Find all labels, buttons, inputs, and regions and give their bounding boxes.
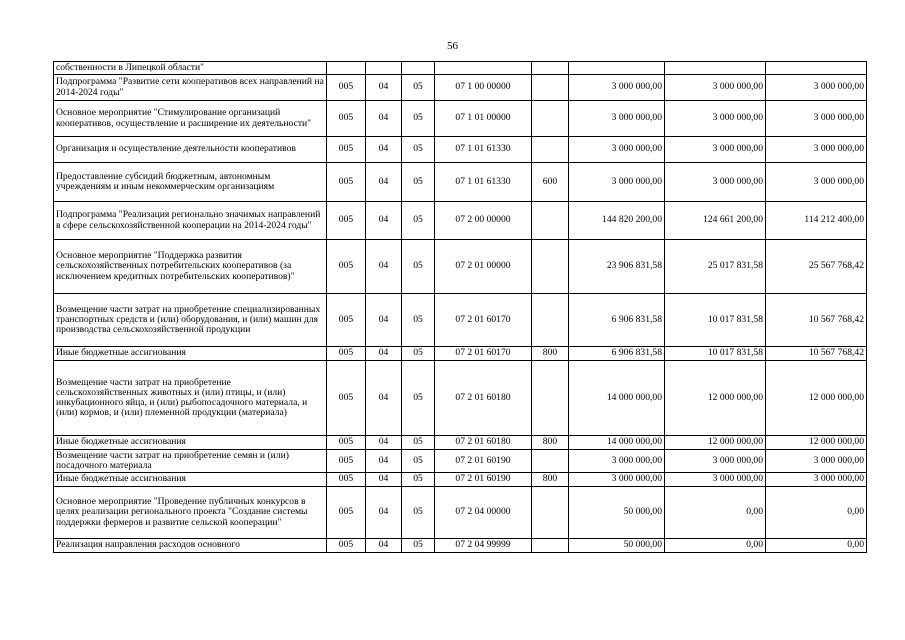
subsection-cell: 05 bbox=[402, 294, 435, 347]
expense-type-cell bbox=[532, 101, 569, 137]
section-cell: 04 bbox=[366, 240, 402, 294]
row-name-cell: Возмещение части затрат на приобретение семян и (или) посадочного материала bbox=[54, 450, 327, 473]
amount-year2-cell: 124 661 200,00 bbox=[665, 202, 766, 240]
amount-year2-cell: 12 000 000,00 bbox=[665, 436, 766, 450]
row-name-cell: Иные бюджетные ассигнования bbox=[54, 436, 327, 450]
expense-type-cell bbox=[532, 240, 569, 294]
section-cell: 04 bbox=[366, 163, 402, 202]
row-name-cell: собственности в Липецкой области" bbox=[54, 62, 327, 75]
section-cell: 04 bbox=[366, 539, 402, 553]
table-row bbox=[54, 101, 867, 137]
table-row bbox=[54, 487, 867, 539]
amount-year1-cell: 3 000 000,00 bbox=[569, 137, 665, 163]
target-article-cell: 07 2 01 60180 bbox=[435, 436, 532, 450]
admin-code-cell: 005 bbox=[327, 473, 366, 487]
section-cell: 04 bbox=[366, 202, 402, 240]
subsection-cell: 05 bbox=[402, 137, 435, 163]
admin-code-cell: 005 bbox=[327, 450, 366, 473]
amount-year3-cell: 10 567 768,42 bbox=[766, 294, 867, 347]
subsection-cell: 05 bbox=[402, 101, 435, 137]
amount-year2-cell: 3 000 000,00 bbox=[665, 450, 766, 473]
amount-year3-cell: 114 212 400,00 bbox=[766, 202, 867, 240]
amount-year1-cell: 3 000 000,00 bbox=[569, 163, 665, 202]
expense-type-cell bbox=[532, 75, 569, 101]
row-name-cell: Основное мероприятие "Поддержка развития сельскохозяйственных потребительских кооперативов (за исключением кредитных потребительских кооперативов)" bbox=[54, 240, 327, 294]
table-row bbox=[54, 75, 867, 101]
admin-code-cell: 005 bbox=[327, 361, 366, 436]
table-row bbox=[54, 62, 867, 75]
amount-year2-cell: 10 017 831,58 bbox=[665, 294, 766, 347]
admin-code-cell: 005 bbox=[327, 539, 366, 553]
row-name-cell: Иные бюджетные ассигнования bbox=[54, 347, 327, 361]
table-row bbox=[54, 436, 867, 450]
section-cell: 04 bbox=[366, 473, 402, 487]
amount-year1-cell: 50 000,00 bbox=[569, 539, 665, 553]
subsection-cell: 05 bbox=[402, 75, 435, 101]
expense-type-cell bbox=[532, 487, 569, 539]
amount-year3-cell: 12 000 000,00 bbox=[766, 436, 867, 450]
amount-year1-cell: 23 906 831,58 bbox=[569, 240, 665, 294]
target-article-cell: 07 2 01 60180 bbox=[435, 361, 532, 436]
target-article-cell: 07 2 01 60170 bbox=[435, 347, 532, 361]
amount-year2-cell: 0,00 bbox=[665, 487, 766, 539]
amount-year2-cell: 3 000 000,00 bbox=[665, 163, 766, 202]
admin-code-cell: 005 bbox=[327, 487, 366, 539]
section-cell: 04 bbox=[366, 361, 402, 436]
target-article-cell bbox=[435, 62, 532, 75]
admin-code-cell: 005 bbox=[327, 163, 366, 202]
admin-code-cell: 005 bbox=[327, 347, 366, 361]
subsection-cell: 05 bbox=[402, 361, 435, 436]
target-article-cell: 07 2 01 60190 bbox=[435, 450, 532, 473]
row-name-cell: Иные бюджетные ассигнования bbox=[54, 473, 327, 487]
row-name-cell: Основное мероприятие "Стимулирование организаций кооперативов, осуществление и расширение их деятельности" bbox=[54, 101, 327, 137]
amount-year2-cell: 3 000 000,00 bbox=[665, 75, 766, 101]
amount-year3-cell: 12 000 000,00 bbox=[766, 361, 867, 436]
subsection-cell: 05 bbox=[402, 539, 435, 553]
section-cell: 04 bbox=[366, 436, 402, 450]
page-number: 56 bbox=[447, 40, 458, 52]
target-article-cell: 07 1 01 00000 bbox=[435, 101, 532, 137]
row-name-cell: Подпрограмма "Развитие сети кооперативов всех направлений на 2014-2024 годы" bbox=[54, 75, 327, 101]
admin-code-cell: 005 bbox=[327, 240, 366, 294]
amount-year1-cell: 3 000 000,00 bbox=[569, 473, 665, 487]
expense-type-cell bbox=[532, 294, 569, 347]
admin-code-cell: 005 bbox=[327, 294, 366, 347]
amount-year3-cell: 3 000 000,00 bbox=[766, 75, 867, 101]
target-article-cell: 07 2 01 60190 bbox=[435, 473, 532, 487]
amount-year3-cell: 3 000 000,00 bbox=[766, 137, 867, 163]
section-cell: 04 bbox=[366, 347, 402, 361]
amount-year2-cell: 0,00 bbox=[665, 539, 766, 553]
amount-year1-cell: 14 000 000,00 bbox=[569, 436, 665, 450]
amount-year3-cell: 3 000 000,00 bbox=[766, 473, 867, 487]
expense-type-cell bbox=[532, 361, 569, 436]
section-cell: 04 bbox=[366, 137, 402, 163]
amount-year1-cell: 6 906 831,58 bbox=[569, 294, 665, 347]
table-row bbox=[54, 361, 867, 436]
expense-type-cell bbox=[532, 137, 569, 163]
amount-year3-cell: 25 567 768,42 bbox=[766, 240, 867, 294]
target-article-cell: 07 2 00 00000 bbox=[435, 202, 532, 240]
admin-code-cell: 005 bbox=[327, 202, 366, 240]
table-body bbox=[54, 62, 867, 553]
target-article-cell: 07 2 01 00000 bbox=[435, 240, 532, 294]
table-row bbox=[54, 240, 867, 294]
section-cell: 04 bbox=[366, 450, 402, 473]
table-row bbox=[54, 137, 867, 163]
amount-year2-cell: 12 000 000,00 bbox=[665, 361, 766, 436]
expense-type-cell: 800 bbox=[532, 473, 569, 487]
target-article-cell: 07 2 01 60170 bbox=[435, 294, 532, 347]
amount-year1-cell: 3 000 000,00 bbox=[569, 101, 665, 137]
table-row bbox=[54, 163, 867, 202]
amount-year1-cell bbox=[569, 62, 665, 75]
row-name-cell: Организация и осуществление деятельности кооперативов bbox=[54, 137, 327, 163]
subsection-cell: 05 bbox=[402, 487, 435, 539]
section-cell: 04 bbox=[366, 101, 402, 137]
subsection-cell: 05 bbox=[402, 436, 435, 450]
admin-code-cell: 005 bbox=[327, 75, 366, 101]
amount-year3-cell: 0,00 bbox=[766, 539, 867, 553]
amount-year2-cell: 3 000 000,00 bbox=[665, 137, 766, 163]
expense-type-cell bbox=[532, 450, 569, 473]
amount-year1-cell: 3 000 000,00 bbox=[569, 75, 665, 101]
section-cell: 04 bbox=[366, 75, 402, 101]
amount-year1-cell: 3 000 000,00 bbox=[569, 450, 665, 473]
expense-type-cell: 600 bbox=[532, 163, 569, 202]
row-name-cell: Предоставление субсидий бюджетным, автономным учреждениям и иным некоммерческим организациям bbox=[54, 163, 327, 202]
row-name-cell: Возмещение части затрат на приобретение сельскохозяйственных животных и (или) птицы, и (или) инкубационного яйца, и (или) рыбопосадочного материала, и (или) кормов, и (или) племенной продукции (материала) bbox=[54, 361, 327, 436]
expense-type-cell bbox=[532, 202, 569, 240]
budget-table bbox=[53, 61, 867, 553]
target-article-cell: 07 1 01 61330 bbox=[435, 163, 532, 202]
admin-code-cell: 005 bbox=[327, 101, 366, 137]
amount-year2-cell bbox=[665, 62, 766, 75]
target-article-cell: 07 2 04 99999 bbox=[435, 539, 532, 553]
target-article-cell: 07 2 04 00000 bbox=[435, 487, 532, 539]
section-cell: 04 bbox=[366, 487, 402, 539]
target-article-cell: 07 1 00 00000 bbox=[435, 75, 532, 101]
subsection-cell bbox=[402, 62, 435, 75]
amount-year2-cell: 3 000 000,00 bbox=[665, 473, 766, 487]
subsection-cell: 05 bbox=[402, 473, 435, 487]
subsection-cell: 05 bbox=[402, 450, 435, 473]
row-name-cell: Основное мероприятие "Проведение публичных конкурсов в целях реализации регионального проекта "Создание системы поддержки фермеров и развитие сельской кооперации" bbox=[54, 487, 327, 539]
expense-type-cell bbox=[532, 539, 569, 553]
amount-year2-cell: 3 000 000,00 bbox=[665, 101, 766, 137]
expense-type-cell: 800 bbox=[532, 436, 569, 450]
amount-year3-cell bbox=[766, 62, 867, 75]
table-row bbox=[54, 202, 867, 240]
target-article-cell: 07 1 01 61330 bbox=[435, 137, 532, 163]
admin-code-cell bbox=[327, 62, 366, 75]
admin-code-cell: 005 bbox=[327, 137, 366, 163]
table-row bbox=[54, 347, 867, 361]
table-row bbox=[54, 539, 867, 553]
table-row bbox=[54, 473, 867, 487]
expense-type-cell: 800 bbox=[532, 347, 569, 361]
amount-year2-cell: 10 017 831,58 bbox=[665, 347, 766, 361]
amount-year3-cell: 3 000 000,00 bbox=[766, 163, 867, 202]
expense-type-cell bbox=[532, 62, 569, 75]
amount-year1-cell: 144 820 200,00 bbox=[569, 202, 665, 240]
section-cell: 04 bbox=[366, 294, 402, 347]
amount-year2-cell: 25 017 831,58 bbox=[665, 240, 766, 294]
amount-year3-cell: 3 000 000,00 bbox=[766, 450, 867, 473]
row-name-cell: Возмещение части затрат на приобретение специализированных транспортных средств и (или) оборудования, и (или) машин для производства сельскохозяйственной продукции bbox=[54, 294, 327, 347]
row-name-cell: Подпрограмма "Реализация регионально значимых направлений в сфере сельскохозяйственной кооперации на 2014-2024 годы" bbox=[54, 202, 327, 240]
subsection-cell: 05 bbox=[402, 202, 435, 240]
amount-year1-cell: 14 000 000,00 bbox=[569, 361, 665, 436]
amount-year1-cell: 50 000,00 bbox=[569, 487, 665, 539]
row-name-cell: Реализация направления расходов основного bbox=[54, 539, 327, 553]
amount-year3-cell: 3 000 000,00 bbox=[766, 101, 867, 137]
subsection-cell: 05 bbox=[402, 347, 435, 361]
table-row bbox=[54, 294, 867, 347]
amount-year3-cell: 0,00 bbox=[766, 487, 867, 539]
amount-year3-cell: 10 567 768,42 bbox=[766, 347, 867, 361]
table-row bbox=[54, 450, 867, 473]
admin-code-cell: 005 bbox=[327, 436, 366, 450]
amount-year1-cell: 6 906 831,58 bbox=[569, 347, 665, 361]
section-cell bbox=[366, 62, 402, 75]
subsection-cell: 05 bbox=[402, 240, 435, 294]
subsection-cell: 05 bbox=[402, 163, 435, 202]
